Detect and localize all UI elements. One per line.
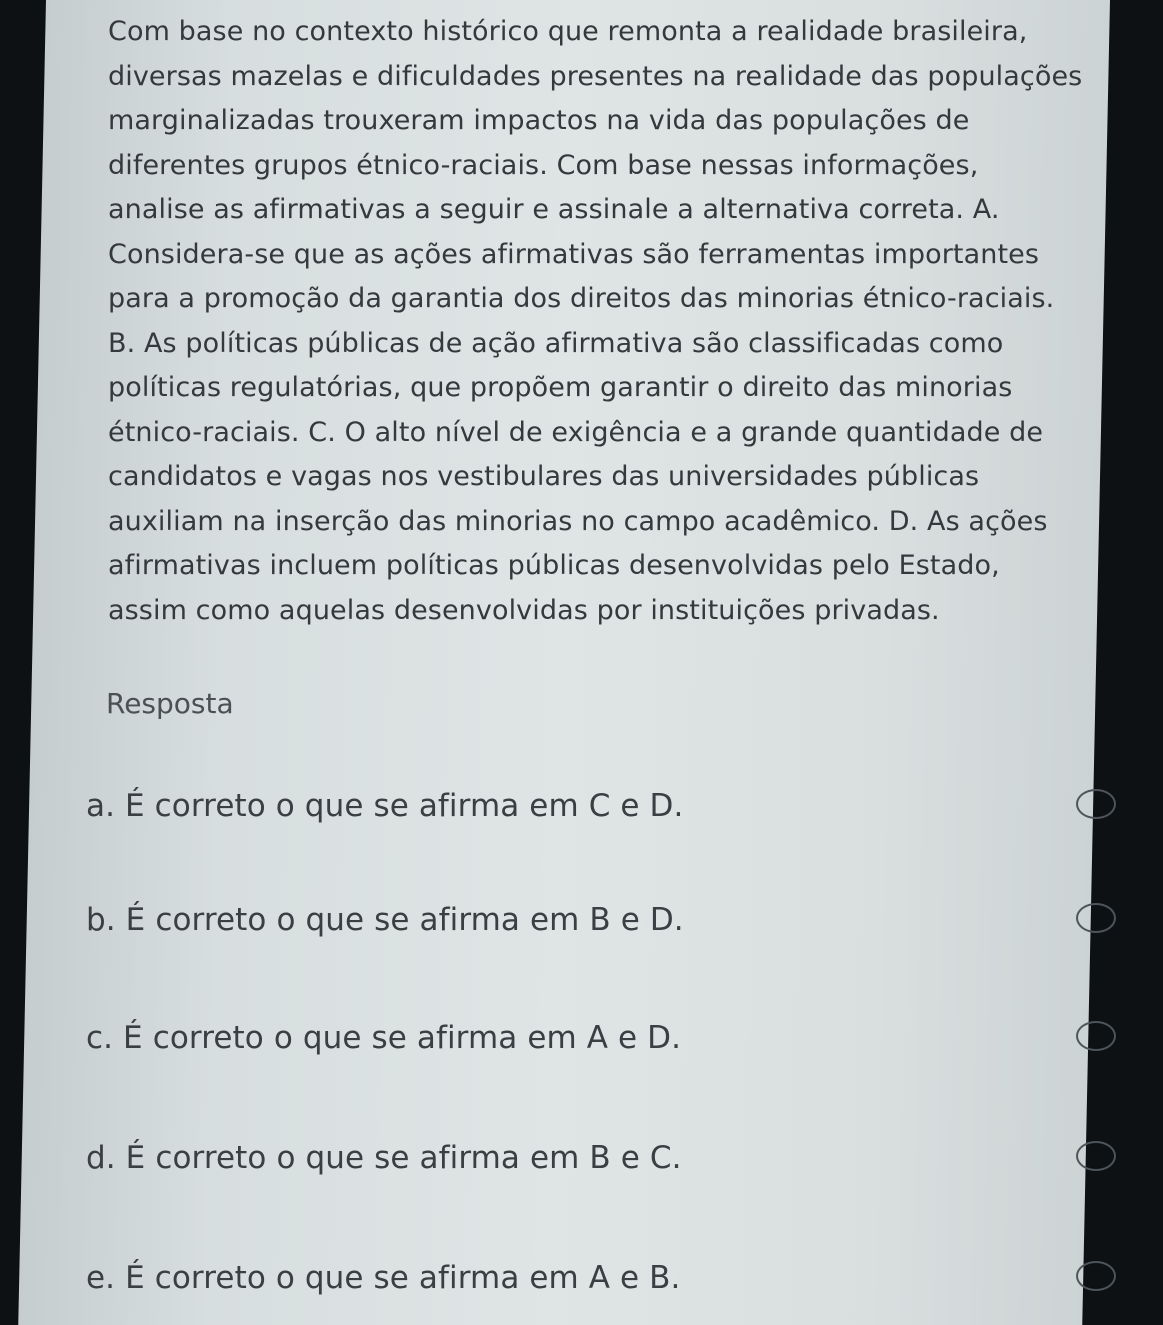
option-d[interactable]: [86, 1130, 1116, 1186]
option-e-label: e. É correto o que se afirma em A e B.: [86, 1260, 681, 1296]
option-b-label: b. É correto o que se afirma em B e D.: [86, 902, 684, 938]
option-c-radio[interactable]: [1076, 1021, 1116, 1051]
option-d-radio[interactable]: [1076, 1141, 1116, 1171]
option-d-label: d. É correto o que se afirma em B e C.: [86, 1140, 682, 1176]
answer-label: Resposta: [106, 687, 234, 720]
option-b[interactable]: [86, 892, 1116, 948]
option-e-radio[interactable]: [1076, 1261, 1116, 1291]
option-c-label: c. É correto o que se afirma em A e D.: [86, 1020, 682, 1056]
option-a-label: a. É correto o que se afirma em C e D.: [86, 788, 684, 824]
option-e[interactable]: [86, 1250, 1116, 1306]
option-a-radio[interactable]: [1076, 789, 1116, 819]
question-text: Com base no contexto histórico que remonta a realidade brasileira, diversas mazelas e dificuldades presentes na realidade das populações marginalizadas trouxeram impactos na vida das populações de diferentes grupos étnico-raciais. Com base nessas informações, analise as afirmativas a seguir e assinale a alternativa correta. A. Considera-se que as ações afirmativas são ferramentas importantes para a promoção da garantia dos direitos das minorias étnico-raciais. B. As políticas públicas de ação afirmativa são classificadas como políticas regulatórias, que propõem garantir o direito das minorias étnico-raciais. C. O alto nível de exigência e a grande quantidade de candidatos e vagas nos vestibulares das universidades públicas auxiliam na inserção das minorias no campo acadêmico. D. As ações afirmativas incluem políticas públicas desenvolvidas pelo Estado, assim como aquelas desenvolvidas por instituições privadas.: [108, 16, 1083, 626]
option-c[interactable]: [86, 1010, 1116, 1066]
option-b-radio[interactable]: [1076, 903, 1116, 933]
option-a[interactable]: [86, 778, 1116, 834]
